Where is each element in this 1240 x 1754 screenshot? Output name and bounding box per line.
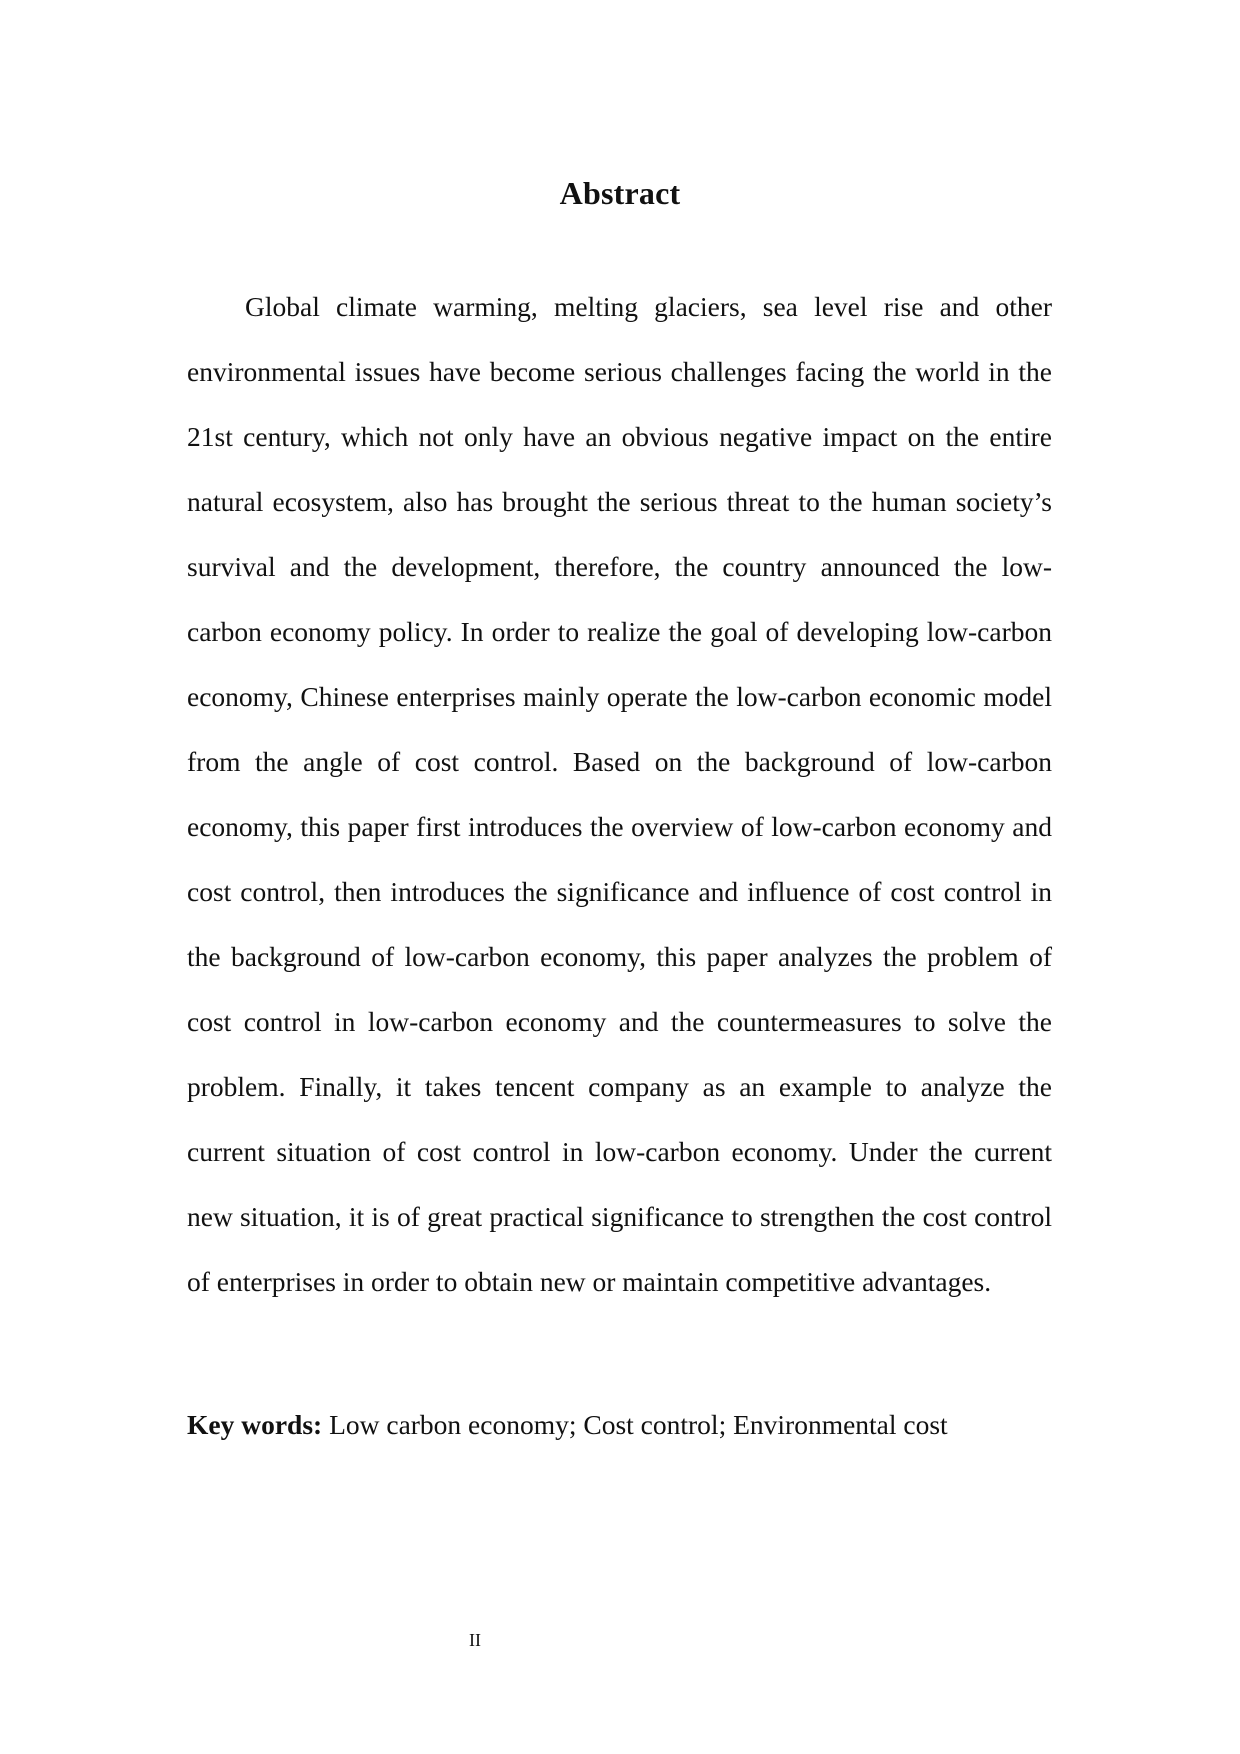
keywords-label: Key words: [187, 1409, 323, 1440]
keywords-line [187, 1405, 1087, 1445]
keywords-text: Low carbon economy; Cost control; Environmental cost [329, 1409, 948, 1440]
page-number: II [469, 1630, 481, 1650]
abstract-paragraph: Global climate warming, melting glaciers, sea level rise and other environmental issues have become serious challenges facing the world in the 21st century, which not only have an obvious negative impact on the entire natural ecosystem, also has brought the serious threat to the human society’s survival and the development, therefore, the country announced the low-carbon economy policy. In order to realize the goal of developing low-carbon economy, Chinese enterprises mainly operate the low-carbon economic model from the angle of cost control. Based on the background of low-carbon economy, this paper first introduces the overview of low-carbon economy and cost control, then introduces the significance and influence of cost control in the background of low-carbon economy, this paper analyzes the problem of cost control in low-carbon economy and the countermeasures to solve the problem. Finally, it takes tencent company as an example to analyze the current situation of cost control in low-carbon economy. Under the current new situation, it is of great practical significance to strengthen the cost control of enterprises in order to obtain new or maintain competitive advantages. [187, 291, 1052, 1297]
abstract-heading: Abstract [559, 175, 681, 211]
